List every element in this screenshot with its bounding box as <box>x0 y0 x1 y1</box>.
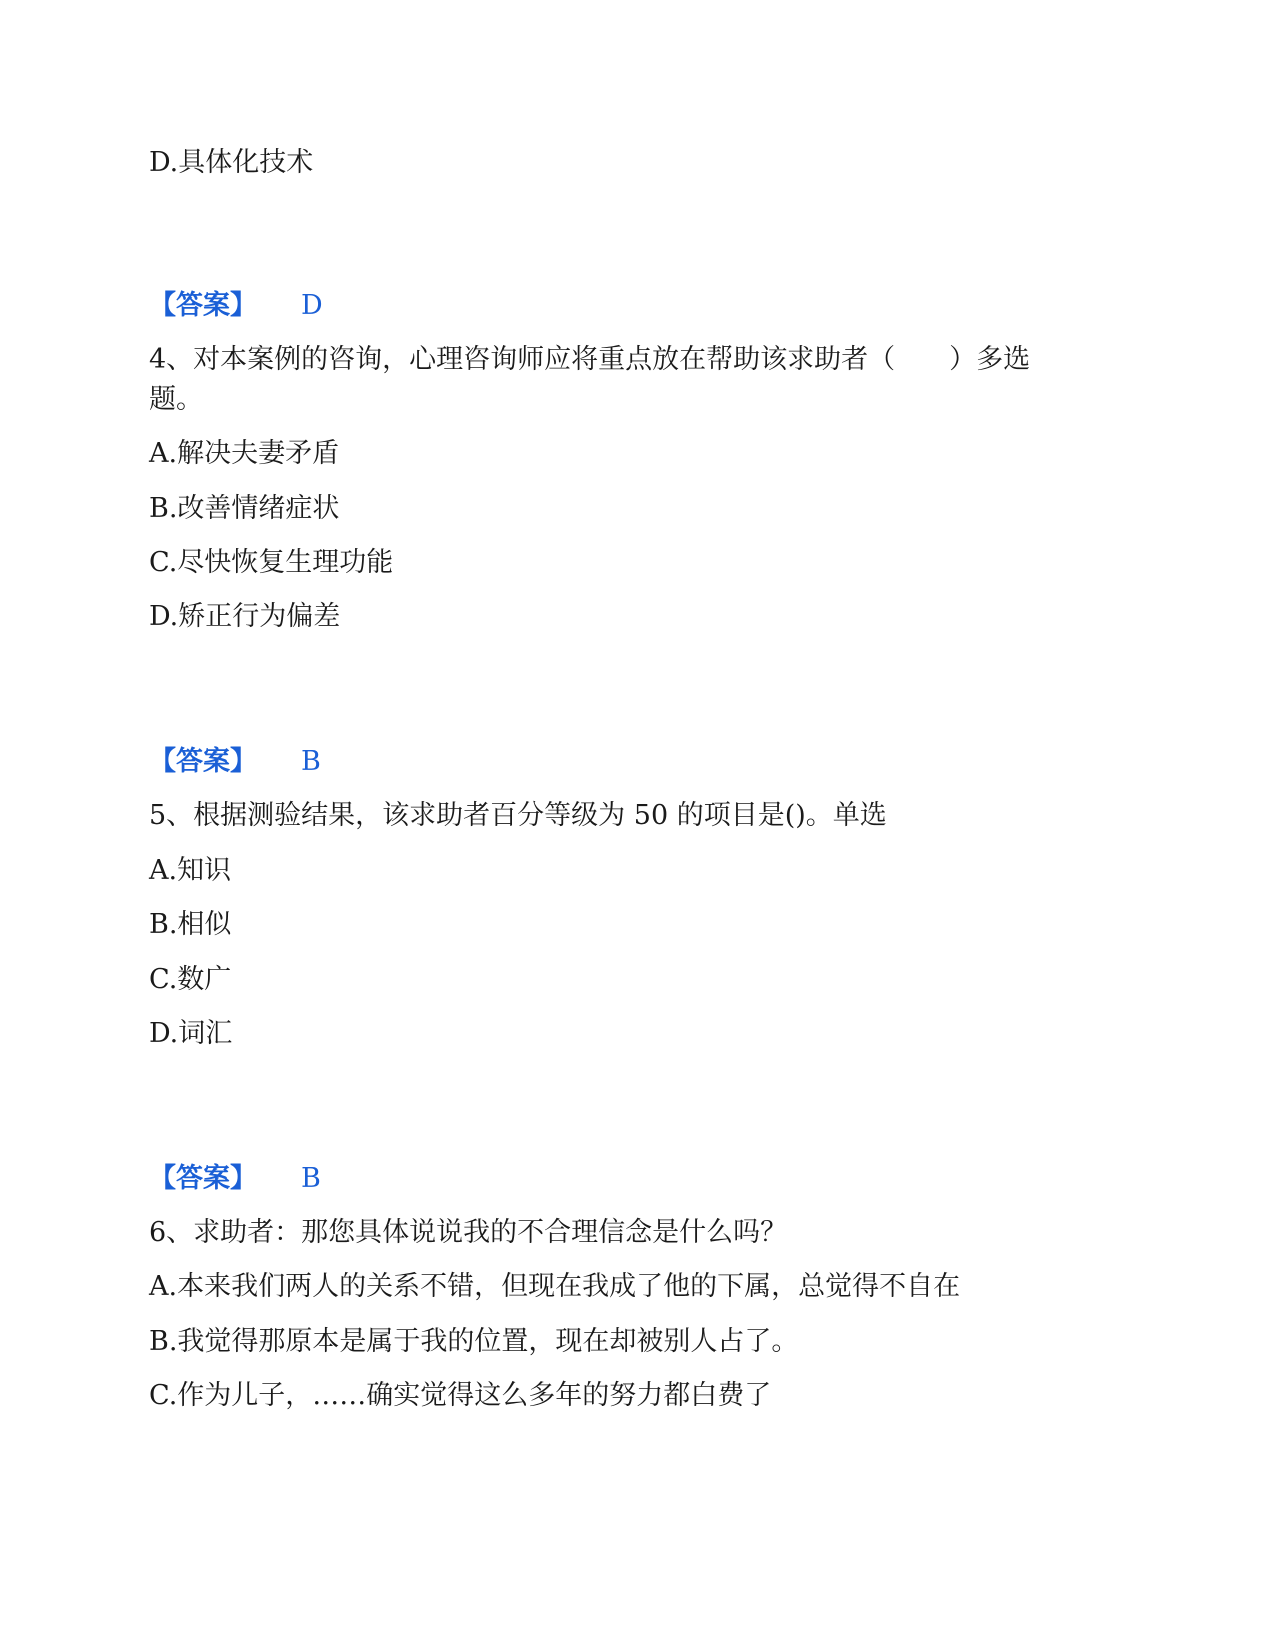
q5-answer-value: B <box>301 1163 321 1194</box>
q4-answer <box>149 742 321 782</box>
q5-option-b: B.相似 <box>149 909 232 940</box>
q5-answer-label: 【答案】 <box>149 1163 257 1194</box>
q4-answer-value: B <box>301 746 321 777</box>
q3-option-d: D.具体化技术 <box>149 147 314 178</box>
q5-option-c: C.数广 <box>149 964 232 995</box>
q4-question-line2: 题。 <box>149 384 203 415</box>
q6-question: 6、求助者：那您具体说说我的不合理信念是什么吗？ <box>149 1217 788 1248</box>
q4-option-b: B.改善情绪症状 <box>149 493 340 524</box>
q6-option-b: B.我觉得那原本是属于我的位置，现在却被别人占了。 <box>149 1326 799 1357</box>
q3-answer-label: 【答案】 <box>149 290 257 321</box>
q5-option-d: D.词汇 <box>149 1018 233 1049</box>
q4-answer-label: 【答案】 <box>149 746 257 777</box>
q3-answer <box>149 286 323 326</box>
q4-option-c: C.尽快恢复生理功能 <box>149 547 394 578</box>
q3-answer-value: D <box>301 290 323 321</box>
q4-question-line1: 4、对本案例的咨询，心理咨询师应将重点放在帮助该求助者（ ）多选 <box>149 344 1031 375</box>
q6-option-c: C.作为儿子，……确实觉得这么多年的努力都白费了 <box>149 1380 772 1411</box>
q5-option-a: A.知识 <box>149 855 232 886</box>
q4-option-a: A.解决夫妻矛盾 <box>149 438 340 469</box>
q6-option-a: A.本来我们两人的关系不错，但现在我成了他的下属，总觉得不自在 <box>149 1271 961 1302</box>
q5-answer <box>149 1159 321 1199</box>
q5-question: 5、根据测验结果，该求助者百分等级为 50 的项目是()。单选 <box>149 800 887 831</box>
q4-option-d: D.矫正行为偏差 <box>149 601 341 632</box>
